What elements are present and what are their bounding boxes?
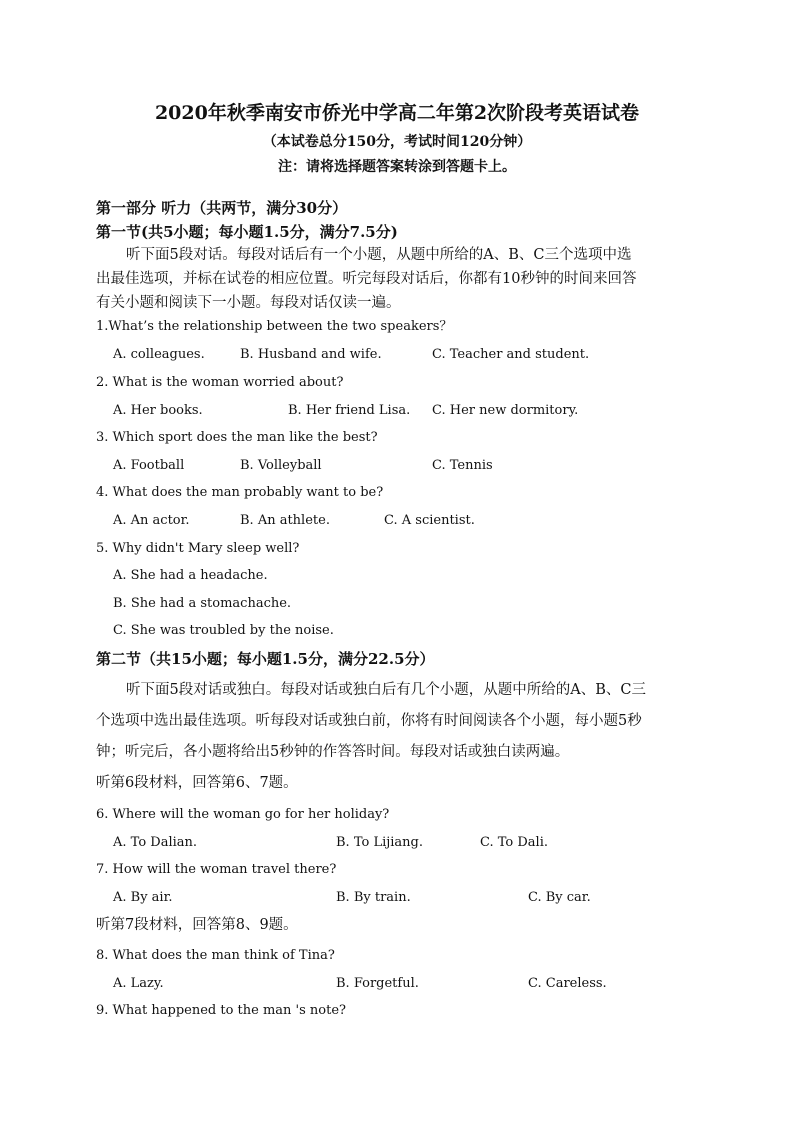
exam-title: 2020年秋季南安市侨光中学高二年第2次阶段考英语试卷 [154,102,640,124]
question-3: 3. Which sport does the man like the best? [96,430,378,445]
option-b: B. An athlete. [240,513,330,528]
option-c: C. Careless. [528,976,607,991]
question-4: 4. What does the man probably want to be? [96,485,384,500]
option-b: B. By train. [336,890,411,905]
question-9: 9. What happened to the man 's note? [96,1003,347,1018]
material-7-label: 听第7段材料，回答第8、9题。 [96,917,298,933]
section2-heading: 第二节（共15小题；每小题1.5分，满分22.5分） [96,650,435,668]
section1-heading: 第一节(共5小题；每小题1.5分，满分7.5分) [96,223,398,241]
exam-note: 注：请将选择题答案转涂到答题卡上。 [278,159,516,175]
option-b: B. Volleyball [240,458,322,473]
option-a: A. Lazy. [113,976,164,991]
option-c: C. Teacher and student. [432,347,590,362]
section1-instruction-line: 出最佳选项，并标在试卷的相应位置。听完每段对话后，你都有10秒钟的时间来回答 [96,271,637,287]
question-5: 5. Why didn't Mary sleep well? [96,541,300,556]
question-7: 7. How will the woman travel there? [96,862,337,877]
option-b: B. Husband and wife. [240,347,382,362]
option-a: A. To Dalian. [113,835,198,850]
option-c: C. She was troubled by the noise. [113,623,334,638]
section2-instruction-line: 个选项中选出最佳选项。听每段对话或独白前，你将有时间阅读各个小题，每小题5秒 [96,713,642,729]
material-6-label: 听第6段材料，回答第6、7题。 [96,775,298,791]
question-6: 6. Where will the woman go for her holiday? [96,807,390,822]
option-c: C. To Dali. [480,835,548,850]
option-c: C. A scientist. [384,513,475,528]
question-1: 1.What’s the relationship between the two speakers？ [96,319,453,334]
option-c: C. Her new dormitory. [432,403,579,418]
section1-instruction-line: 听下面5段对话。每段对话后有一个小题，从题中所给的A、B、C三个选项中选 [126,247,632,263]
option-b: B. She had a stomachache. [113,596,292,611]
option-a: A. An actor. [113,513,190,528]
part1-heading: 第一部分 听力（共两节，满分30分） [96,199,348,217]
option-b: B. To Lijiang. [336,835,423,850]
option-a: A. Football [113,458,185,473]
option-c: C. Tennis [432,458,493,473]
exam-subtitle: （本试卷总分150分，考试时间120分钟） [262,134,532,150]
section2-instruction-line: 听下面5段对话或独白。每段对话或独白后有几个小题，从题中所给的A、B、C三 [126,682,646,698]
option-b: B. Her friend Lisa. [288,403,411,418]
section2-instruction-line: 钟；听完后，各小题将给出5秒钟的作答答时间。每段对话或独白读两遍。 [96,744,570,760]
option-a: A. Her books. [113,403,203,418]
option-a: A. By air. [113,890,173,905]
option-c: C. By car. [528,890,591,905]
option-a: A. colleagues. [113,347,205,362]
question-8: 8. What does the man think of Tina? [96,948,335,963]
section1-instruction-line: 有关小题和阅读下一小题。每段对话仅读一遍。 [96,295,401,311]
option-b: B. Forgetful. [336,976,419,991]
option-a: A. She had a headache. [113,568,268,583]
question-2: 2. What is the woman worried about? [96,375,344,390]
